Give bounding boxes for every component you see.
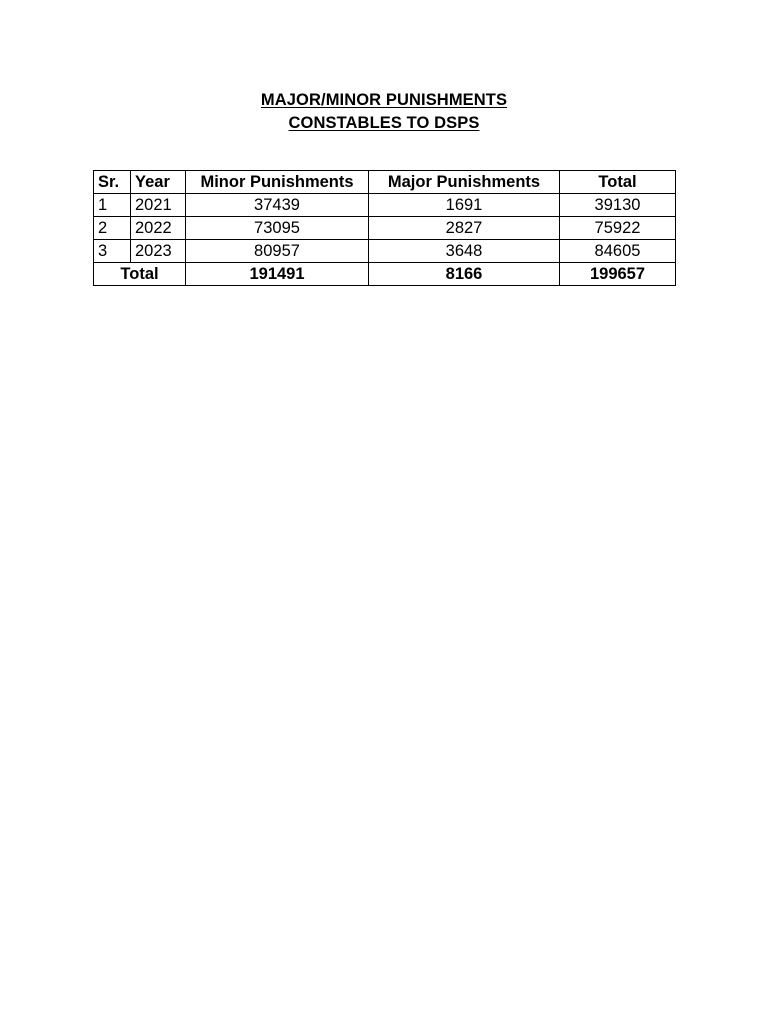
total-label: Total [94,263,186,286]
cell-major: 2827 [369,217,560,240]
table-row [94,240,676,263]
cell-year: 2023 [131,240,186,263]
header-major-punishments: Major Punishments [369,171,560,194]
document-title [0,89,768,135]
cell-sr: 2 [94,217,131,240]
total-major: 8166 [369,263,560,286]
header-sr: Sr. [94,171,131,194]
cell-year: 2022 [131,217,186,240]
cell-total: 39130 [560,194,676,217]
cell-major: 1691 [369,194,560,217]
table-header-row [94,171,676,194]
cell-minor: 73095 [186,217,369,240]
header-minor-punishments: Minor Punishments [186,171,369,194]
cell-year: 2021 [131,194,186,217]
cell-major: 3648 [369,240,560,263]
cell-total: 75922 [560,217,676,240]
punishments-table [93,170,676,286]
cell-minor: 37439 [186,194,369,217]
total-grand: 199657 [560,263,676,286]
total-minor: 191491 [186,263,369,286]
title-line-1: MAJOR/MINOR PUNISHMENTS [260,91,508,109]
cell-minor: 80957 [186,240,369,263]
table-row [94,217,676,240]
header-year: Year [131,171,186,194]
cell-sr: 3 [94,240,131,263]
table-row [94,194,676,217]
header-total: Total [560,171,676,194]
table-total-row [94,263,676,286]
title-line-2: CONSTABLES TO DSPS [288,114,480,132]
cell-total: 84605 [560,240,676,263]
cell-sr: 1 [94,194,131,217]
